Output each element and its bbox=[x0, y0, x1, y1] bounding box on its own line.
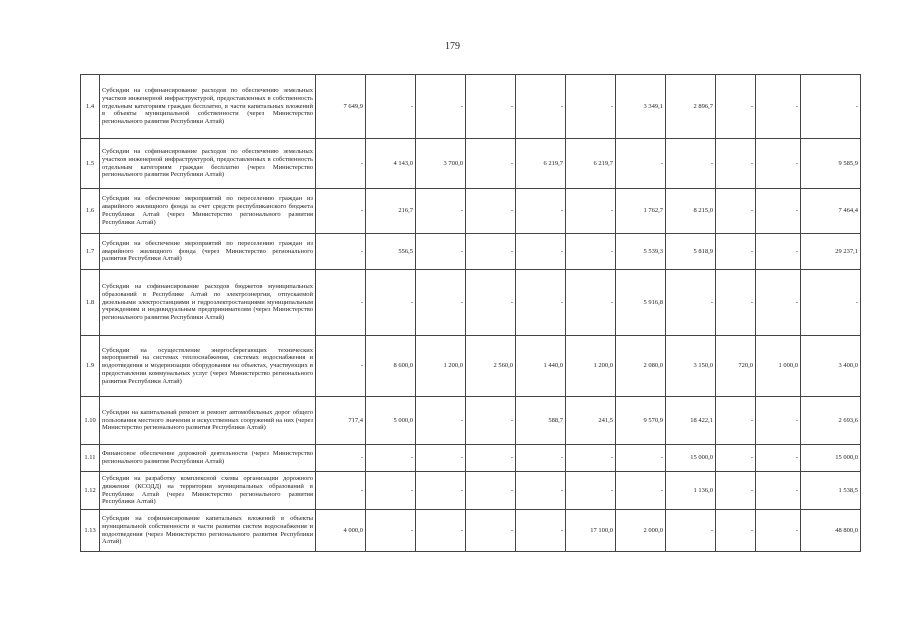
value-cell: - bbox=[566, 189, 616, 234]
table-row bbox=[81, 336, 861, 397]
value-cell: - bbox=[756, 397, 801, 445]
row-number: 1.10 bbox=[81, 397, 100, 445]
value-cell: 29 237,1 bbox=[801, 234, 861, 270]
row-description: Субсидии на софинансирование расходов бюджетов муниципальных образований в Республике Алтай по электроэнергии, отпускаемой дизельными электростанциями и гидроэлектростанциями муниципальным учреждениям и индивидуальным предпринимателям (через Министерство регионального развития Республики Алтай) bbox=[100, 270, 316, 336]
row-description: Субсидии на софинансирование расходов по обеспечению земельных участков инженерной инфраструктурой, предоставленных в собственность отдельным категориям граждан бесплатно (через Министерство регионального развития Республики Алтай) bbox=[100, 139, 316, 189]
value-cell: 5 916,8 bbox=[616, 270, 666, 336]
value-cell: - bbox=[756, 472, 801, 510]
value-cell: - bbox=[616, 445, 666, 472]
value-cell: 556,5 bbox=[366, 234, 416, 270]
value-cell: - bbox=[716, 270, 756, 336]
table-row bbox=[81, 75, 861, 139]
value-cell: - bbox=[666, 510, 716, 552]
row-description: Финансовое обеспечение дорожной деятельности (через Министерство регионального развития Республики Алтай) bbox=[100, 445, 316, 472]
value-cell: 2 080,0 bbox=[616, 336, 666, 397]
value-cell: - bbox=[416, 75, 466, 139]
value-cell: 1 762,7 bbox=[616, 189, 666, 234]
value-cell: - bbox=[366, 270, 416, 336]
value-cell: - bbox=[716, 234, 756, 270]
value-cell: 9 570,9 bbox=[616, 397, 666, 445]
value-cell: - bbox=[316, 445, 366, 472]
row-number: 1.5 bbox=[81, 139, 100, 189]
value-cell: 2 000,0 bbox=[616, 510, 666, 552]
value-cell: - bbox=[756, 189, 801, 234]
value-cell: - bbox=[756, 139, 801, 189]
value-cell: 1 136,0 bbox=[666, 472, 716, 510]
value-cell: - bbox=[716, 139, 756, 189]
row-description: Субсидии на осуществление энергосберегающих технических мероприятий на системах теплоснабжения, системах водоснабжения и водоотведения и модернизации оборудования на объектах, участвующих в предоставлении коммунальных услуг (через Министерство регионального развития Республики Алтай) bbox=[100, 336, 316, 397]
row-number: 1.4 bbox=[81, 75, 100, 139]
value-cell: 3 700,0 bbox=[416, 139, 466, 189]
table-row bbox=[81, 139, 861, 189]
row-number: 1.11 bbox=[81, 445, 100, 472]
value-cell: - bbox=[316, 472, 366, 510]
value-cell: - bbox=[466, 445, 516, 472]
value-cell: - bbox=[316, 189, 366, 234]
value-cell: 1 200,0 bbox=[566, 336, 616, 397]
value-cell: - bbox=[716, 397, 756, 445]
value-cell: 1 000,0 bbox=[756, 336, 801, 397]
value-cell: - bbox=[416, 234, 466, 270]
value-cell: - bbox=[716, 472, 756, 510]
value-cell: 3 349,1 bbox=[616, 75, 666, 139]
table-row bbox=[81, 189, 861, 234]
value-cell: - bbox=[716, 510, 756, 552]
value-cell: - bbox=[616, 472, 666, 510]
value-cell: - bbox=[756, 234, 801, 270]
value-cell: 8 215,0 bbox=[666, 189, 716, 234]
value-cell: 2 693,6 bbox=[801, 397, 861, 445]
value-cell: 18 422,1 bbox=[666, 397, 716, 445]
value-cell: - bbox=[566, 472, 616, 510]
value-cell: - bbox=[316, 336, 366, 397]
page-number: 179 bbox=[445, 41, 460, 52]
value-cell: - bbox=[716, 75, 756, 139]
value-cell: - bbox=[516, 510, 566, 552]
value-cell: 5 539,3 bbox=[616, 234, 666, 270]
value-cell: - bbox=[466, 270, 516, 336]
value-cell: - bbox=[756, 75, 801, 139]
value-cell: 1 200,0 bbox=[416, 336, 466, 397]
budget-table bbox=[80, 74, 861, 552]
value-cell: - bbox=[516, 445, 566, 472]
row-description: Субсидии на обеспечение мероприятий по переселению граждан из аварийного жилищного фонда за счет средств республиканского бюджета Республики Алтай (через Министерство регионального развития Республики Алтай) bbox=[100, 189, 316, 234]
value-cell: 1 538,5 bbox=[801, 472, 861, 510]
value-cell: 7 464,4 bbox=[801, 189, 861, 234]
value-cell: 5 818,9 bbox=[666, 234, 716, 270]
value-cell: 2 896,7 bbox=[666, 75, 716, 139]
value-cell: - bbox=[416, 270, 466, 336]
row-number: 1.9 bbox=[81, 336, 100, 397]
value-cell: - bbox=[516, 270, 566, 336]
value-cell: - bbox=[666, 139, 716, 189]
value-cell: 1 440,0 bbox=[516, 336, 566, 397]
value-cell: - bbox=[566, 75, 616, 139]
value-cell: - bbox=[466, 397, 516, 445]
value-cell: 216,7 bbox=[366, 189, 416, 234]
value-cell: - bbox=[756, 445, 801, 472]
table-row bbox=[81, 445, 861, 472]
value-cell: 48 800,0 bbox=[801, 510, 861, 552]
value-cell: 5 000,0 bbox=[366, 397, 416, 445]
value-cell: 17 100,0 bbox=[566, 510, 616, 552]
value-cell: - bbox=[416, 189, 466, 234]
value-cell: 6 219,7 bbox=[566, 139, 616, 189]
value-cell: - bbox=[566, 234, 616, 270]
value-cell: 6 219,7 bbox=[516, 139, 566, 189]
value-cell: - bbox=[566, 270, 616, 336]
value-cell: 720,0 bbox=[716, 336, 756, 397]
row-description: Субсидии на софинансирование капитальных вложений в объекты муниципальной собственности в части развития систем водоснабжения и водоотведения (через Министерство регионального развития Республики Алтай) bbox=[100, 510, 316, 552]
value-cell: - bbox=[516, 472, 566, 510]
value-cell: - bbox=[466, 234, 516, 270]
value-cell: 4 143,0 bbox=[366, 139, 416, 189]
value-cell: - bbox=[416, 445, 466, 472]
value-cell: 15 000,0 bbox=[666, 445, 716, 472]
value-cell: 241,5 bbox=[566, 397, 616, 445]
value-cell: - bbox=[801, 75, 861, 139]
value-cell: - bbox=[316, 234, 366, 270]
value-cell: 588,7 bbox=[516, 397, 566, 445]
value-cell: - bbox=[566, 445, 616, 472]
table-row bbox=[81, 397, 861, 445]
value-cell: - bbox=[466, 139, 516, 189]
value-cell: - bbox=[516, 234, 566, 270]
value-cell: 15 000,0 bbox=[801, 445, 861, 472]
value-cell: - bbox=[516, 75, 566, 139]
row-number: 1.8 bbox=[81, 270, 100, 336]
value-cell: - bbox=[416, 510, 466, 552]
value-cell: 9 585,9 bbox=[801, 139, 861, 189]
row-number: 1.7 bbox=[81, 234, 100, 270]
value-cell: - bbox=[316, 139, 366, 189]
value-cell: - bbox=[666, 270, 716, 336]
row-number: 1.6 bbox=[81, 189, 100, 234]
table-row bbox=[81, 472, 861, 510]
value-cell: - bbox=[756, 510, 801, 552]
value-cell: 2 560,0 bbox=[466, 336, 516, 397]
value-cell: - bbox=[416, 472, 466, 510]
row-description: Субсидии на софинансирование расходов по обеспечению земельных участков инженерной инфраструктурой, предоставленных в собственность отдельным категориям граждан бесплатно, в части капитальных вложений в объекты муниципальной собственности (через Министерство регионального развития Республики Алтай) bbox=[100, 75, 316, 139]
value-cell: - bbox=[466, 510, 516, 552]
value-cell: - bbox=[756, 270, 801, 336]
value-cell: - bbox=[466, 75, 516, 139]
value-cell: - bbox=[466, 189, 516, 234]
row-number: 1.13 bbox=[81, 510, 100, 552]
value-cell: - bbox=[616, 139, 666, 189]
table-row bbox=[81, 270, 861, 336]
value-cell: - bbox=[716, 189, 756, 234]
value-cell: - bbox=[516, 189, 566, 234]
value-cell: 717,4 bbox=[316, 397, 366, 445]
row-description: Субсидии на разработку комплексной схемы организации дорожного движения (КСОДД) на территории муниципальных образований в Республике Алтай (через Министерство регионального развития Республики Алтай) bbox=[100, 472, 316, 510]
value-cell: - bbox=[366, 510, 416, 552]
value-cell: - bbox=[316, 270, 366, 336]
value-cell: - bbox=[366, 75, 416, 139]
value-cell: - bbox=[416, 397, 466, 445]
value-cell: - bbox=[366, 445, 416, 472]
table-row bbox=[81, 510, 861, 552]
value-cell: - bbox=[466, 472, 516, 510]
value-cell: - bbox=[366, 472, 416, 510]
value-cell: 3 150,0 bbox=[666, 336, 716, 397]
row-number: 1.12 bbox=[81, 472, 100, 510]
value-cell: 4 000,0 bbox=[316, 510, 366, 552]
row-description: Субсидии на обеспечение мероприятий по переселению граждан из аварийного жилищного фонда (через Министерство регионального развития Республики Алтай) bbox=[100, 234, 316, 270]
value-cell: 8 600,0 bbox=[366, 336, 416, 397]
value-cell: 7 649,9 bbox=[316, 75, 366, 139]
value-cell: 3 400,0 bbox=[801, 336, 861, 397]
value-cell: - bbox=[801, 270, 861, 336]
value-cell: - bbox=[716, 445, 756, 472]
row-description: Субсидии на капитальный ремонт и ремонт автомобильных дорог общего пользования местного значения и искусственных сооружений на них (через Министерство регионального развития Республики Алтай) bbox=[100, 397, 316, 445]
table-row bbox=[81, 234, 861, 270]
